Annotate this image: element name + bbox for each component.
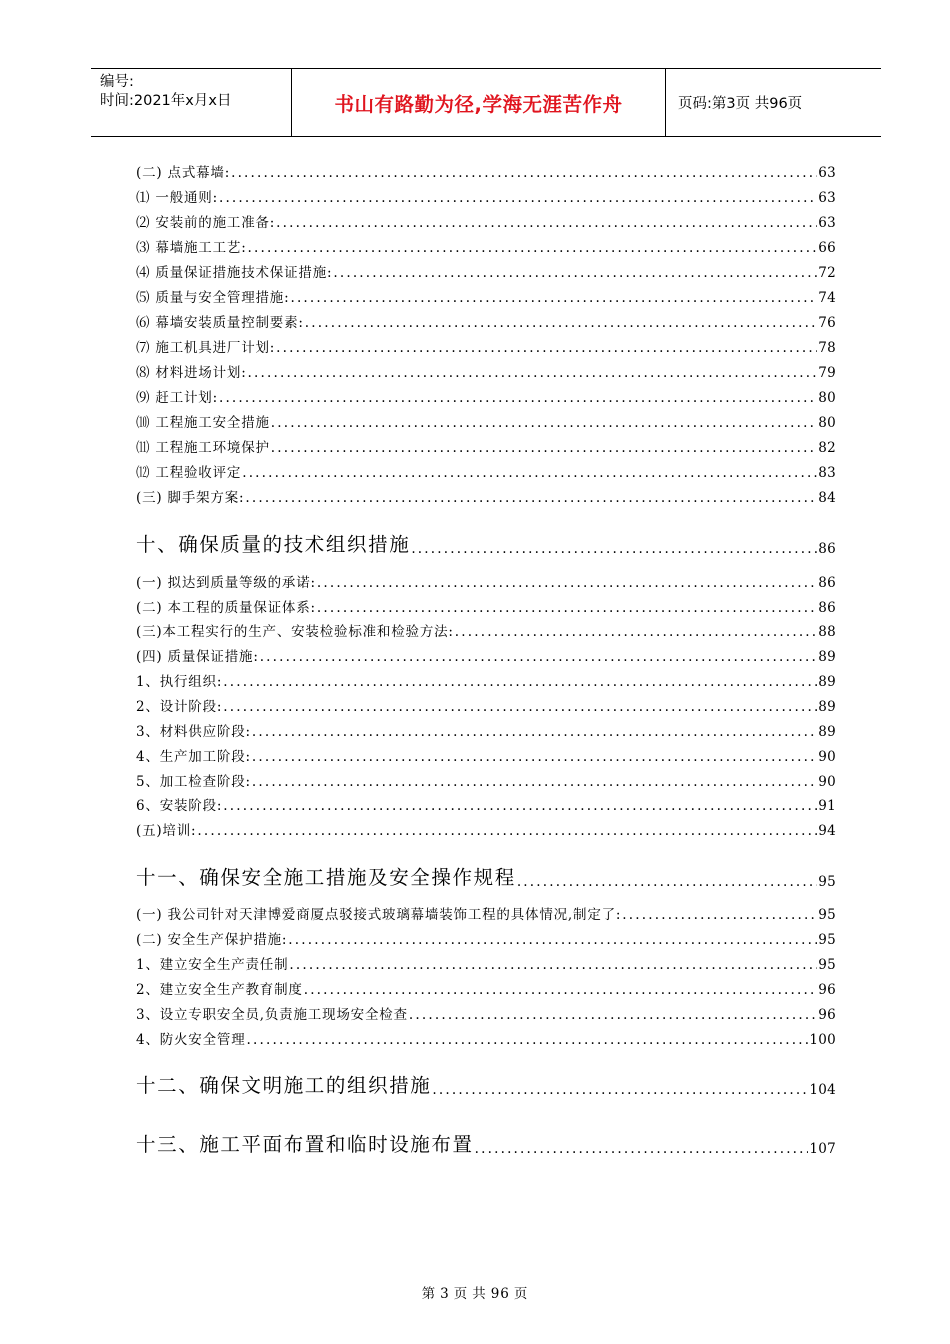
toc-leader-dots	[245, 489, 817, 507]
toc-entry[interactable]	[136, 464, 836, 482]
toc-entry-page: 94	[818, 823, 836, 839]
toc-entry[interactable]	[136, 698, 836, 716]
toc-leader-dots	[248, 364, 818, 382]
toc-leader-dots	[276, 339, 817, 357]
toc-entry[interactable]	[136, 748, 836, 766]
toc-chapter-label: 十一、确保安全施工措施及安全操作规程	[136, 866, 516, 889]
toc-leader-dots	[219, 189, 817, 207]
toc-entry-label: ⑹ 幕墙安装质量控制要素:	[136, 315, 304, 331]
toc-entry-label: 3、设立专职安全员,负责施工现场安全检查	[136, 1007, 408, 1023]
toc-chapter-page: 86	[818, 541, 836, 557]
toc-entry[interactable]	[136, 214, 836, 232]
toc-leader-dots	[223, 797, 817, 815]
toc-entry[interactable]	[136, 723, 836, 741]
toc-chapter-page: 107	[809, 1141, 836, 1157]
toc-leader-dots	[409, 1006, 817, 1024]
toc-entry-label: ⑺ 施工机具进厂计划:	[136, 340, 276, 356]
footer-total-word: 共	[472, 1286, 487, 1302]
toc-leader-dots	[242, 464, 817, 482]
toc-entry[interactable]	[136, 289, 836, 307]
toc-chapter-label: 十三、施工平面布置和临时设施布置	[136, 1133, 474, 1156]
toc-entry[interactable]	[136, 1006, 836, 1024]
toc-entry[interactable]	[136, 364, 836, 382]
toc-entry-page: 78	[818, 340, 836, 356]
toc-entry-label: 1、执行组织:	[136, 674, 223, 690]
toc-leader-dots	[475, 1140, 809, 1158]
toc-leader-dots	[197, 822, 817, 840]
toc-entry[interactable]	[136, 931, 836, 949]
footer-current-page: 3	[440, 1286, 450, 1302]
header-motto: 书山有路勤为径,学海无涯苦作舟	[292, 69, 666, 136]
toc-leader-dots	[252, 773, 817, 791]
header-page-info: 页码:第3页 共96页	[678, 96, 803, 112]
toc-entry[interactable]	[136, 389, 836, 407]
toc-leader-dots	[517, 873, 817, 891]
toc-entry[interactable]	[136, 339, 836, 357]
toc-entry[interactable]	[136, 414, 836, 432]
page-footer	[0, 1282, 950, 1302]
toc-entry-label: (五)培训:	[136, 823, 197, 839]
toc-entry[interactable]	[136, 648, 836, 666]
toc-chapter[interactable]	[136, 865, 836, 891]
toc-entry-label: 3、材料供应阶段:	[136, 724, 251, 740]
toc-entry-label: (一) 拟达到质量等级的承诺:	[136, 575, 316, 591]
toc-entry-page: 63	[818, 190, 836, 206]
toc-chapter-page: 95	[818, 874, 836, 890]
toc-entry-page: 63	[818, 165, 836, 181]
toc-entry-page: 72	[818, 265, 836, 281]
toc-entry[interactable]	[136, 906, 836, 924]
toc-entry-page: 66	[818, 240, 836, 256]
toc-entry[interactable]	[136, 574, 836, 592]
toc-entry-page: 95	[818, 957, 836, 973]
time-label: 时间:2021年x月x日	[100, 93, 232, 109]
toc-entry-page: 74	[818, 290, 836, 306]
toc-entry-page: 91	[818, 798, 836, 814]
toc-entry-page: 84	[818, 490, 836, 506]
toc-leader-dots	[260, 648, 818, 666]
toc-entry-label: ⑵ 安装前的施工准备:	[136, 215, 276, 231]
toc-entry-page: 89	[818, 699, 836, 715]
toc-entry-page: 80	[818, 390, 836, 406]
toc-entry-label: 5、加工检查阶段:	[136, 774, 251, 790]
toc-leader-dots	[305, 314, 817, 332]
toc-leader-dots	[304, 981, 818, 999]
footer-total-pages: 96	[490, 1286, 510, 1302]
toc-leader-dots	[252, 723, 817, 741]
toc-entry-page: 88	[818, 624, 836, 640]
toc-leader-dots	[248, 239, 818, 257]
toc-leader-dots	[219, 389, 817, 407]
toc-chapter[interactable]	[136, 1073, 836, 1099]
toc-entry-page: 76	[818, 315, 836, 331]
toc-entry-page: 95	[818, 932, 836, 948]
toc-entry-label: ⑴ 一般通则:	[136, 190, 218, 206]
toc-chapter-page: 104	[809, 1082, 836, 1098]
toc-leader-dots	[223, 673, 817, 691]
toc-chapter[interactable]	[136, 532, 836, 558]
toc-entry-label: (二) 安全生产保护措施:	[136, 932, 288, 948]
toc-entry-label: ⑻ 材料进场计划:	[136, 365, 247, 381]
toc-leader-dots	[333, 264, 817, 282]
toc-entry-page: 90	[818, 774, 836, 790]
toc-entry-label: (一) 我公司针对天津博爱商厦点驳接式玻璃幕墙装饰工程的具体情况,制定了:	[136, 907, 622, 923]
toc-entry-page: 96	[818, 1007, 836, 1023]
toc-entry[interactable]	[136, 773, 836, 791]
code-label: 编号:	[100, 74, 134, 90]
toc-leader-dots	[231, 164, 817, 182]
page-header	[91, 68, 881, 137]
toc-entry-label: ⑷ 质量保证措施技术保证措施:	[136, 265, 333, 281]
toc-entry-label: 1、建立安全生产责任制	[136, 957, 289, 973]
toc-entry-label: (三) 脚手架方案:	[136, 490, 245, 506]
toc-chapter[interactable]	[136, 1132, 836, 1158]
toc-entry[interactable]	[136, 264, 836, 282]
toc-entry-label: ⑼ 赶工计划:	[136, 390, 218, 406]
toc-entry[interactable]	[136, 956, 836, 974]
toc-entry[interactable]	[136, 981, 836, 999]
toc-leader-dots	[317, 574, 817, 592]
toc-leader-dots	[288, 931, 817, 949]
toc-entry-label: (三)本工程实行的生产、安装检验标准和检验方法:	[136, 624, 454, 640]
toc-entry-page: 96	[818, 982, 836, 998]
toc-leader-dots	[317, 599, 817, 617]
toc-chapter-label: 十、确保质量的技术组织措施	[136, 533, 411, 556]
toc-entry[interactable]	[136, 1031, 836, 1049]
toc-entry-page: 95	[818, 907, 836, 923]
toc-entry-label: 2、建立安全生产教育制度	[136, 982, 303, 998]
toc-entry-page: 82	[818, 440, 836, 456]
toc-entry-label: (二) 点式幕墙:	[136, 165, 231, 181]
toc-entry[interactable]	[136, 822, 836, 840]
toc-entry-label: ⑿ 工程验收评定	[136, 465, 242, 481]
toc-entry-page: 63	[818, 215, 836, 231]
toc-leader-dots	[289, 956, 817, 974]
toc-entry-label: 6、安装阶段:	[136, 798, 223, 814]
toc-entry-label: (二) 本工程的质量保证体系:	[136, 600, 316, 616]
toc-leader-dots	[455, 623, 817, 641]
toc-leader-dots	[271, 439, 817, 457]
toc-entry-label: ⑸ 质量与安全管理措施:	[136, 290, 290, 306]
toc-entry-page: 86	[818, 600, 836, 616]
toc-leader-dots	[432, 1081, 808, 1099]
toc-entry-label: ⑶ 幕墙施工工艺:	[136, 240, 247, 256]
toc-entry-page: 80	[818, 415, 836, 431]
toc-leader-dots	[276, 214, 817, 232]
toc-entry-page: 89	[818, 649, 836, 665]
toc-entry-page: 89	[818, 724, 836, 740]
toc-entry-label: ⑾ 工程施工环境保护	[136, 440, 270, 456]
toc-leader-dots	[252, 748, 817, 766]
footer-suffix: 页	[513, 1286, 529, 1302]
toc-entry-page: 86	[818, 575, 836, 591]
toc-entry-label: 2、设计阶段:	[136, 699, 223, 715]
toc-entry-page: 100	[809, 1032, 836, 1048]
toc-entry[interactable]	[136, 599, 836, 617]
toc-entry-page: 79	[818, 365, 836, 381]
toc-entry-page: 90	[818, 749, 836, 765]
toc-entry[interactable]	[136, 314, 836, 332]
toc-entry-page: 89	[818, 674, 836, 690]
toc-chapter-label: 十二、确保文明施工的组织措施	[136, 1074, 432, 1097]
toc-entry[interactable]	[136, 489, 836, 507]
header-meta	[91, 69, 292, 136]
toc-entry[interactable]	[136, 673, 836, 691]
toc-entry-label: (四) 质量保证措施:	[136, 649, 259, 665]
toc-entry[interactable]	[136, 797, 836, 815]
toc-entry[interactable]	[136, 164, 836, 182]
toc-entry[interactable]	[136, 239, 836, 257]
toc-entry-label: ⑽ 工程施工安全措施	[136, 415, 270, 431]
toc-entry-page: 83	[818, 465, 836, 481]
footer-prefix: 第	[421, 1286, 437, 1302]
toc-leader-dots	[223, 698, 817, 716]
toc-entry-label: 4、生产加工阶段:	[136, 749, 251, 765]
toc-leader-dots	[290, 289, 817, 307]
toc-leader-dots	[271, 414, 817, 432]
toc-leader-dots	[247, 1031, 809, 1049]
toc-entry[interactable]	[136, 189, 836, 207]
toc-entry-label: 4、防火安全管理	[136, 1032, 246, 1048]
toc-entry[interactable]	[136, 439, 836, 457]
footer-page-word: 页	[453, 1286, 469, 1302]
toc-entry[interactable]	[136, 623, 836, 641]
toc-leader-dots	[622, 906, 817, 924]
toc-leader-dots	[411, 540, 817, 558]
